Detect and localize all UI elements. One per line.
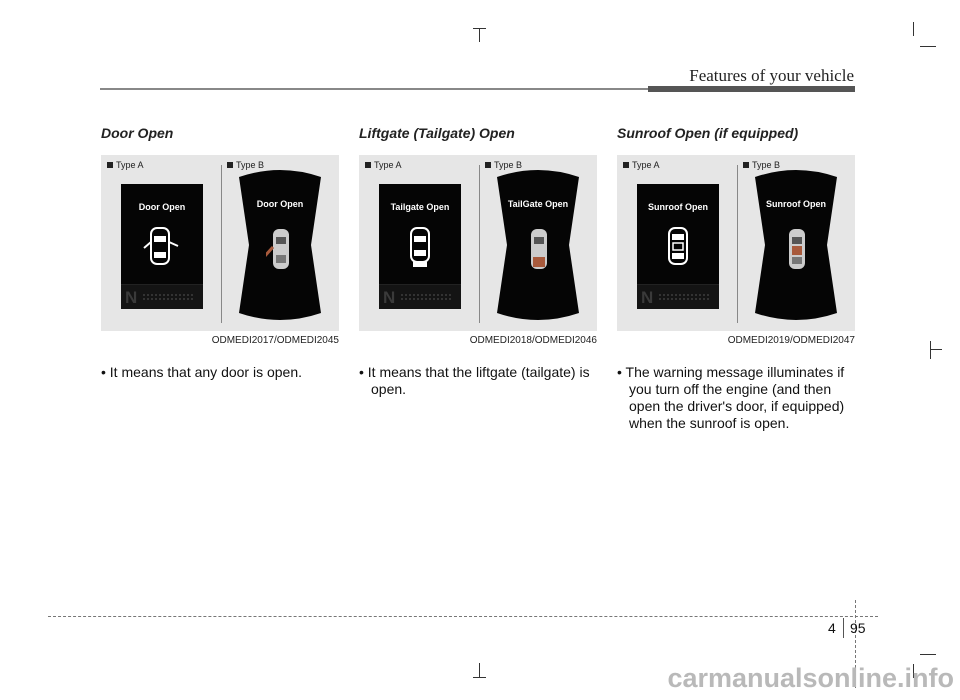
- gear-indicator: N: [125, 288, 138, 307]
- car-sunroof-open-icon: [658, 224, 698, 270]
- type-a-label: Type A: [623, 160, 660, 170]
- type-b-label: Type B: [485, 160, 522, 170]
- section-description: • It means that any door is open.: [101, 364, 303, 380]
- section-heading: Door Open: [101, 125, 174, 141]
- display-a-status-strip: [121, 284, 203, 309]
- chapter-number: 4: [828, 620, 836, 636]
- gear-indicator: N: [383, 288, 396, 307]
- section-sunroof-open: [617, 125, 855, 432]
- display-a-status-strip: [637, 284, 719, 309]
- display-a-message: Door Open: [138, 202, 186, 212]
- display-b-message: TailGate Open: [507, 199, 569, 209]
- crop-mark-top: [479, 28, 480, 42]
- type-a-label: Type A: [107, 160, 144, 170]
- car-liftgate-open-icon-b: [524, 227, 554, 275]
- display-type-b: [235, 169, 325, 321]
- figure-divider: [221, 165, 222, 323]
- section-liftgate-open: [359, 125, 597, 398]
- figure-sunroof-open: [617, 155, 855, 331]
- crop-mark-top-bar: [473, 28, 486, 29]
- image-code: ODMEDI2017/ODMEDI2045: [211, 335, 339, 346]
- footer-rule: [48, 616, 878, 617]
- figure-liftgate-open: [359, 155, 597, 331]
- page-number-separator: [843, 618, 844, 638]
- section-description: • The warning message illuminates if you turn off the engine (and then open the driver's door, if equipped) when the sunroof is open.: [617, 364, 845, 431]
- display-b-message: Sunroof Open: [766, 199, 826, 209]
- type-a-label: Type A: [365, 160, 402, 170]
- display-a-message: Tailgate Open: [390, 202, 450, 212]
- display-type-a: [637, 184, 719, 309]
- section-heading: Liftgate (Tailgate) Open: [359, 125, 515, 141]
- car-door-open-icon-b: [266, 227, 296, 275]
- display-a-status-strip: [379, 284, 461, 309]
- display-a-message: Sunroof Open: [648, 202, 708, 212]
- display-b-message: Door Open: [256, 199, 304, 209]
- display-type-a: [379, 184, 461, 309]
- crop-mark-bottom-right-h: [920, 654, 936, 655]
- page-number: 95: [850, 620, 866, 636]
- header-accent-bar: [648, 86, 855, 92]
- image-code: ODMEDI2018/ODMEDI2046: [469, 335, 597, 346]
- type-b-label: Type B: [227, 160, 264, 170]
- display-type-a: [121, 184, 203, 309]
- crop-mark-right-bar: [930, 349, 942, 350]
- car-door-open-icon: [142, 224, 182, 270]
- display-type-b: [493, 169, 583, 321]
- crop-mark-bottom-bar: [473, 677, 486, 678]
- section-description: • It means that the liftgate (tailgate) is open.: [359, 364, 590, 397]
- crop-mark-right: [930, 341, 931, 359]
- type-b-label: Type B: [743, 160, 780, 170]
- running-header-title: Features of your vehicle: [689, 66, 854, 85]
- section-door-open: [101, 125, 339, 381]
- car-sunroof-open-icon-b: [782, 227, 812, 275]
- figure-door-open: [101, 155, 339, 331]
- crop-mark-top-right-v: [913, 22, 914, 36]
- car-liftgate-open-icon: [400, 224, 440, 270]
- figure-divider: [479, 165, 480, 323]
- section-heading: Sunroof Open (if equipped): [617, 125, 799, 141]
- figure-divider: [737, 165, 738, 323]
- crop-mark-top-right-h: [920, 46, 936, 47]
- display-type-b: [751, 169, 841, 321]
- crop-mark-bottom: [479, 663, 480, 677]
- watermark: carmanualsonline.info: [667, 663, 954, 693]
- gear-indicator: N: [641, 288, 654, 307]
- image-code: ODMEDI2019/ODMEDI2047: [727, 335, 855, 346]
